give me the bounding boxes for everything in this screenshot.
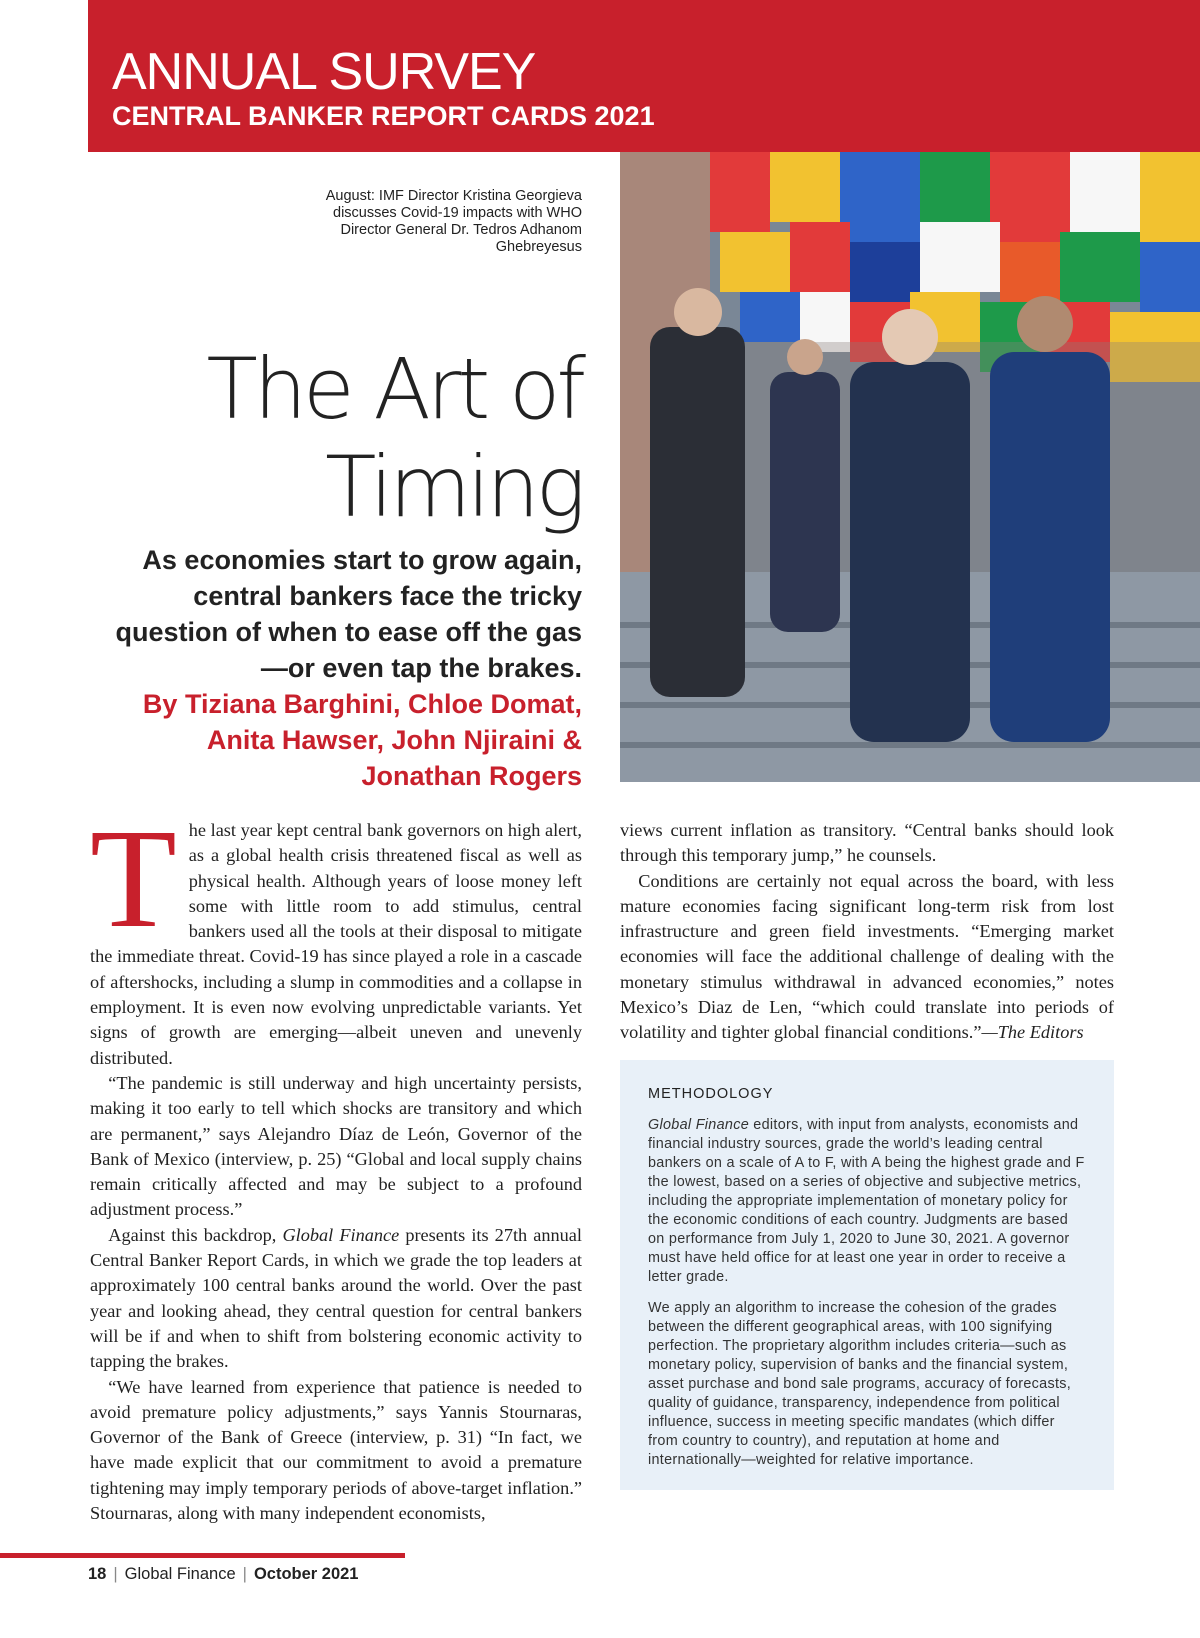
article-deck — [90, 542, 582, 794]
photo-caption: August: IMF Director Kristina Georgieva discusses Covid-19 impacts with WHO Director General Dr. Tedros Adhanom Ghebreyesus — [325, 188, 582, 255]
publication-name: Global Finance — [648, 1117, 749, 1133]
body-paragraph: The last year kept central bank governors on high alert, as a global health crisis threatened fiscal as well as physical health. Although years of loose money left some with little room to add stimulus, central bankers used all the tools at their disposal to mitigate the immediate threat. Covid-19 has since played a role in a cascade of aftershocks, including a slump in commodities and a collapse in employment. It is even now evolving unpredictable variants. Yet signs of growth are emerging—albeit uneven and unevenly distributed. — [90, 799, 582, 1068]
publication-name: Global Finance — [282, 1224, 400, 1245]
body-column-right — [620, 818, 1114, 1046]
headline-line-2: Timing — [325, 438, 582, 536]
footer-rule — [0, 1553, 405, 1558]
byline: By Tiziana Barghini, Chloe Domat, Anita Hawser, John Njiraini & Jonathan Rogers — [142, 689, 582, 791]
page-number: 18 — [88, 1565, 107, 1583]
publication-name: Global Finance — [124, 1565, 236, 1583]
body-paragraph: Conditions are certainly not equal across the board, with less mature economies facing significant long-term risk from lost infrastructure and green field investments. “Emerging market economies will face the additional challenge of dealing with the monetary stimulus withdrawal in advanced economies,” notes Mexico’s Diaz de Len, “which could translate into periods of volatility and tighter global financial conditions.”—The Editors — [620, 870, 1114, 1043]
methodology-box — [620, 1060, 1114, 1490]
page-footer: 18 | Global Finance | October 2021 — [88, 1565, 359, 1583]
body-column-left — [90, 799, 583, 1526]
section-title: ANNUAL SURVEY — [112, 43, 536, 101]
drop-cap: T — [90, 799, 177, 957]
issue-date: October 2021 — [253, 1565, 359, 1583]
section-subtitle: CENTRAL BANKER REPORT CARDS 2021 — [112, 101, 655, 131]
section-banner — [88, 0, 1200, 152]
signature: —The Editors — [981, 1022, 1084, 1043]
feature-photo — [620, 152, 1200, 782]
methodology-paragraph: We apply an algorithm to increase the cohesion of the grades between the different geographical areas, with 100 signifying perfection. The proprietary algorithm includes criteria—such as monetary policy, supervision of banks and the financial system, asset purchase and bond sale programs, accuracy of forecasts, quality of guidance, transparency, independence from political influence, success in meeting specific mandates (which differ from country to country), and reputation at home and internationally—weighted for relative importance. — [648, 1300, 1072, 1468]
deck-text: As economies start to grow again, central bankers face the tricky question of when to ease off the gas—or even tap the brakes. — [115, 545, 582, 683]
body-paragraph: Against this backdrop, Global Finance presents its 27th annual Central Banker Report Cards, in which we grade the top leaders at approximately 100 central banks around the world. Over the past year and looking ahead, they central question for central bankers will be if and when to shift from bolstering economic activity to tapping the brakes. — [90, 1224, 583, 1372]
body-paragraph: views current inflation as transitory. “Central banks should look through this temporary jump,” he counsels. — [620, 820, 1114, 866]
body-paragraph: “The pandemic is still underway and high uncertainty persists, making it too early to tell which shocks are transitory and which are permanent,” says Alejandro Díaz de León, Governor of the Bank of Mexico (interview, p. 25) “Global and local supply chains remain critically affected and may be subject to a profound adjustment process.” — [90, 1072, 582, 1220]
headline-line-1: The Art of — [206, 340, 582, 438]
article-headline — [150, 340, 582, 536]
body-paragraph: “We have learned from experience that patience is needed to avoid premature policy adjustments,” says Yannis Stournaras, Governor of the Bank of Greece (interview, p. 31) “In fact, we have made explicit that our commitment to avoid a premature tightening may imply temporary periods of above-target inflation.” Stournaras, along with many independent economists, — [90, 1376, 582, 1524]
methodology-title: METHODOLOGY — [648, 1086, 774, 1102]
methodology-paragraph: Global Finance editors, with input from analysts, economists and financial industry sources, grade the world’s leading central bankers on a scale of A to F, with A being the highest grade and F the lowest, based on a series of objective and subjective metrics, including the appropriate implementation of monetary policy for the economic conditions of each country. Judgments are based on performance from July 1, 2020 to June 30, 2021. A governor must have held office for at least one year in order to receive a letter grade. — [648, 1117, 1085, 1285]
methodology-body — [648, 1116, 1086, 1482]
